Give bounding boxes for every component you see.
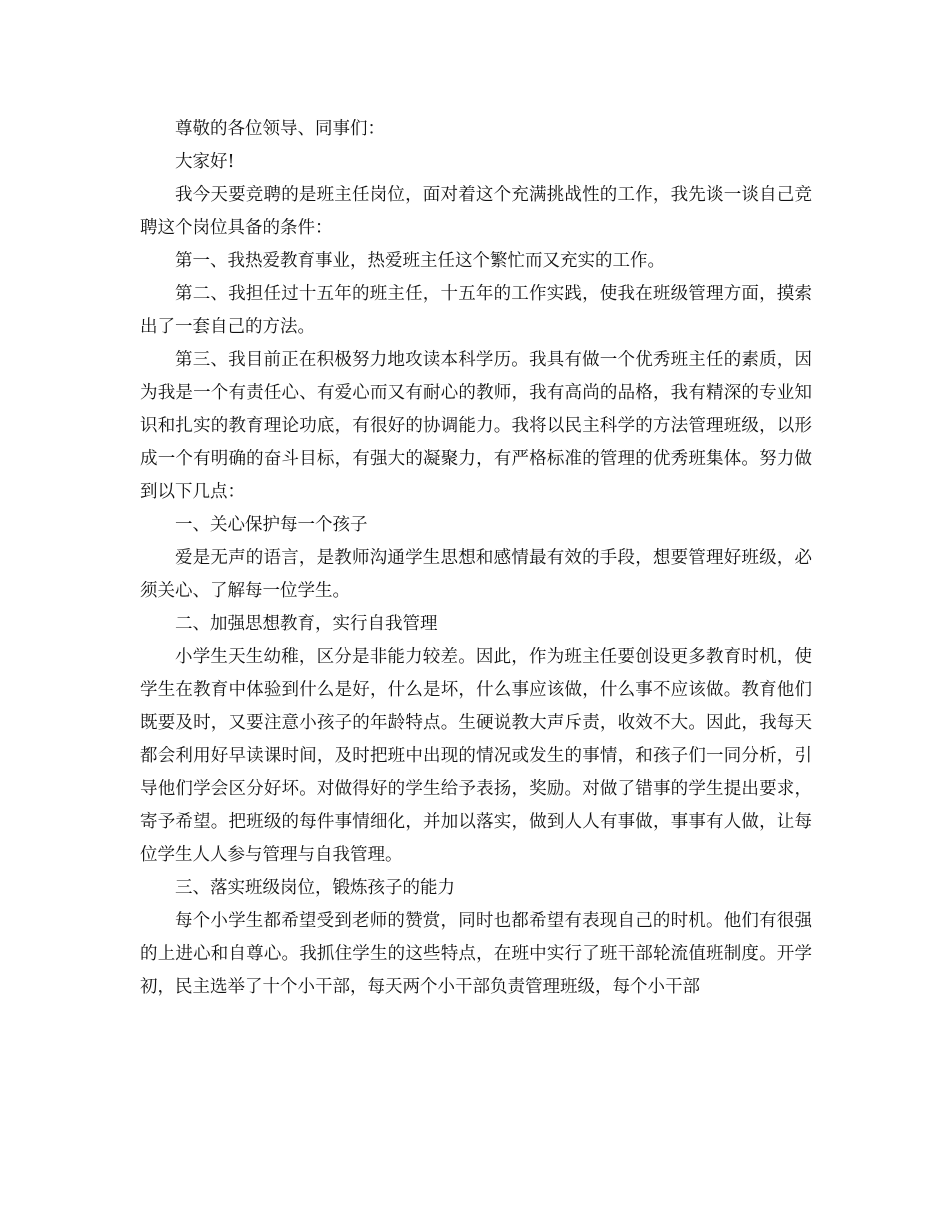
section-3-paragraph: 每个小学生都希望受到老师的赞赏，同时也都希望有表现自己的时机。他们有很强的上进心和自尊心。我抓住学生的这些特点，在班中实行了班干部轮流值班制度。开学初，民主选举了十个小干部，每天两个小干部负责管理班级，每个小干部: [140, 911, 812, 997]
intro-paragraph: 我今天要竞聘的是班主任岗位，面对着这个充满挑战性的工作，我先谈一谈自己竞聘这个岗位具备的条件：: [140, 185, 812, 238]
condition-two-paragraph: 第二、我担任过十五年的班主任，十五年的工作实践，使我在班级管理方面，摸索出了一套自己的方法。: [140, 284, 812, 337]
section-heading-1: 一、关心保护每一个孩子: [175, 515, 368, 535]
salutation: 尊敬的各位领导、同事们：: [175, 119, 385, 139]
section-1-paragraph: 爱是无声的语言，是教师沟通学生思想和感情最有效的手段，想要管理好班级，必须关心、了解每一位学生。: [140, 548, 812, 601]
section-heading-3: 三、落实班级岗位，锻炼孩子的能力: [175, 878, 455, 898]
document-body: [140, 113, 812, 1004]
section-heading-2: 二、加强思想教育，实行自我管理: [175, 614, 438, 634]
condition-one-paragraph: 第一、我热爱教育事业，热爱班主任这个繁忙而又充实的工作。: [175, 251, 665, 271]
greeting: 大家好!: [175, 152, 235, 172]
section-2-paragraph: 小学生天生幼稚，区分是非能力较差。因此，作为班主任要创设更多教育时机，使学生在教育中体验到什么是好，什么是坏，什么事应该做，什么事不应该做。教育他们既要及时，又要注意小孩子的年龄特点。生硬说教大声斥责，收效不大。因此，我每天都会利用好早读课时间，及时把班中出现的情况或发生的事情，和孩子们一同分析，引导他们学会区分好坏。对做得好的学生给予表扬，奖励。对做了错事的学生提出要求，寄予希望。把班级的每件事情细化，并加以落实，做到人人有事做，事事有人做，让每位学生人人参与管理与自我管理。: [140, 647, 812, 865]
condition-three-paragraph: 第三、我目前正在积极努力地攻读本科学历。我具有做一个优秀班主任的素质，因为我是一个有责任心、有爱心而又有耐心的教师，我有高尚的品格，我有精深的专业知识和扎实的教育理论功底，有很好的协调能力。我将以民主科学的方法管理班级，以形成一个有明确的奋斗目标，有强大的凝聚力，有严格标准的管理的优秀班集体。努力做到以下几点：: [140, 350, 812, 502]
